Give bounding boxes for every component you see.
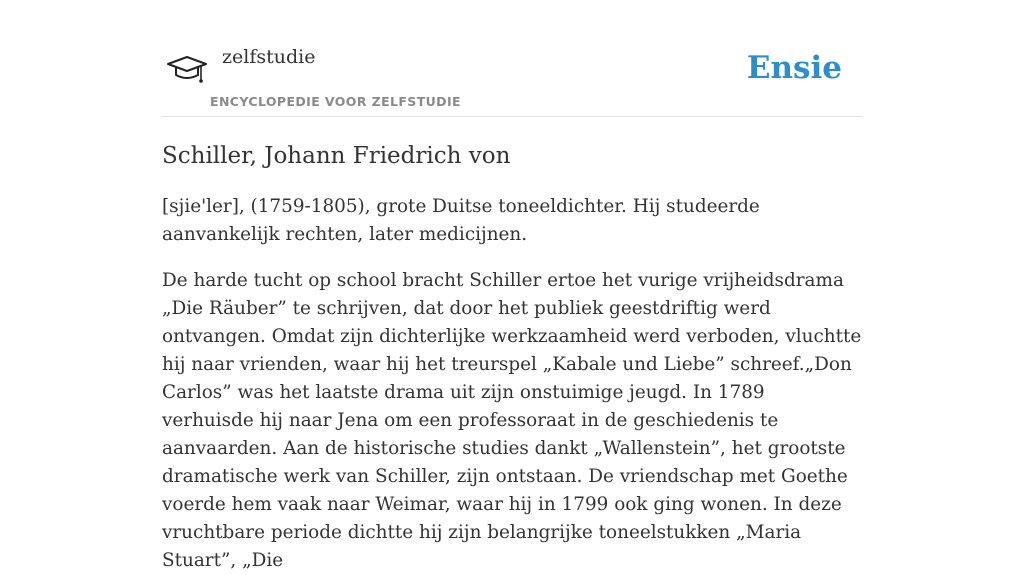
article-paragraph-body: De harde tucht op school bracht Schiller ertoe het vurige vrijheidsdrama „Die Räuber” te schrijven, dat door het publiek geestdriftig werd ontvangen. Omdat zijn dichterlijke werkzaamheid werd verboden, vluchtte hij naar vrienden, waar hij het treurspel „Kabale und Liebe” schreef.„Don Carlos” was het laatste drama uit zijn onstuimige jeugd. In 1789 verhuisde hij naar Jena om een professoraat in de geschiedenis te aanvaarden. Aan de historische studies dankt „Wallenstein”, het grootste dramatische werk van Schiller, zijn ontstaan. De vriendschap met Goethe voerde hem vaak naar Weimar, waar hij in 1799 ook ging wonen. In deze vruchtbare periode dichtte hij zijn belangrijke toneelstukken „Maria Stuart”, „Die [162, 270, 862, 571]
page-container [162, 0, 862, 575]
site-subtitle: ENCYCLOPEDIE VOOR ZELFSTUDIE [210, 94, 461, 109]
site-header [162, 0, 862, 117]
brand-logo-link[interactable]: Ensie [746, 50, 842, 86]
graduation-cap-icon[interactable] [165, 50, 209, 90]
article-title: Schiller, Johann Friedrich von [162, 143, 511, 169]
article-paragraph-intro: [sjie'ler], (1759-1805), grote Duitse toneeldichter. Hij studeerde aanvankelijk rechten, later medicijnen. [162, 196, 760, 245]
site-title[interactable]: zelfstudie [222, 46, 316, 68]
